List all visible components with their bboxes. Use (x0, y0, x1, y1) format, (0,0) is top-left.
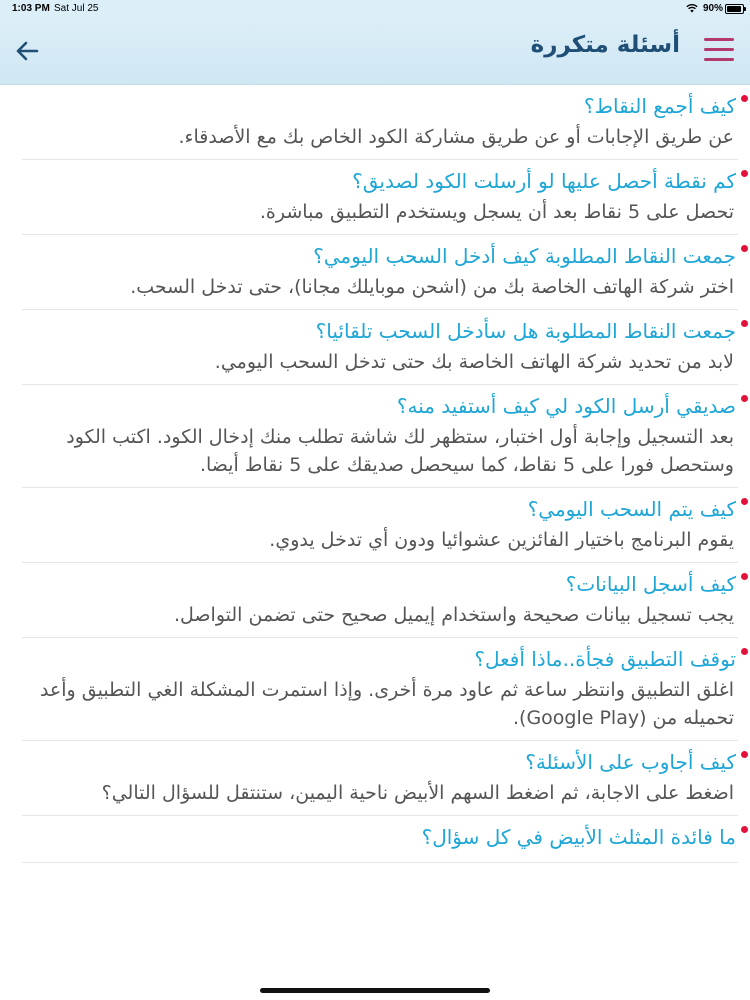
faq-item (22, 816, 738, 863)
menu-icon[interactable] (704, 38, 734, 62)
faq-item (22, 160, 738, 235)
faq-question: صديقي أرسل الكود لي كيف أستفيد منه؟ (396, 394, 736, 418)
back-arrow-icon[interactable] (12, 36, 42, 66)
home-indicator[interactable] (260, 988, 490, 993)
faq-answer: يقوم البرنامج باختيار الفائزين عشوائيا ودون أي تدخل يدوي. (269, 529, 734, 551)
faq-question: كيف أجمع النقاط؟ (583, 94, 736, 118)
faq-answer: اختر شركة الهاتف الخاصة بك من (اشحن موبايلك مجانا)، حتى تدخل السحب. (130, 276, 734, 298)
wifi-icon (686, 3, 698, 13)
faq-answer: اضغط على الاجابة، ثم اضغط السهم الأبيض ناحية اليمين، ستنتقل للسؤال التالي؟ (101, 782, 734, 804)
faq-item (22, 235, 738, 310)
battery-percentage: 90% (702, 3, 723, 14)
battery-icon (725, 4, 744, 14)
faq-question: كيف أسجل البيانات؟ (565, 572, 736, 596)
faq-item (22, 385, 738, 488)
faq-list[interactable] (0, 85, 750, 905)
bullet-dot-icon (741, 95, 748, 102)
app-header (0, 18, 750, 85)
bullet-dot-icon (741, 320, 748, 327)
faq-item (22, 638, 738, 741)
faq-item (22, 563, 738, 638)
bullet-dot-icon (741, 245, 748, 252)
faq-answer: بعد التسجيل وإجابة أول اختبار، ستظهر لك شاشة تطلب منك إدخال الكود. اكتب الكود وستحصل فورا على 5 نقاط، كما سيحصل صديقك على 5 نقاط أيضا. (66, 426, 734, 476)
faq-answer: عن طريق الإجابات أو عن طريق مشاركة الكود الخاص بك مع الأصدقاء. (178, 126, 734, 148)
page-title: أسئلة متكررة (530, 32, 680, 58)
status-bar (0, 0, 750, 18)
bullet-dot-icon (741, 751, 748, 758)
faq-item (22, 741, 738, 816)
bullet-dot-icon (741, 573, 748, 580)
faq-item (22, 310, 738, 385)
faq-question: ما فائدة المثلث الأبيض في كل سؤال؟ (421, 825, 736, 849)
faq-item (22, 85, 738, 160)
faq-question: جمعت النقاط المطلوبة هل سأدخل السحب تلقائيا؟ (315, 319, 736, 343)
faq-question: توقف التطبيق فجأة..ماذا أفعل؟ (474, 647, 736, 671)
faq-question: جمعت النقاط المطلوبة كيف أدخل السحب اليومي؟ (313, 244, 736, 268)
faq-answer: لابد من تحديد شركة الهاتف الخاصة بك حتى تدخل السحب اليومي. (214, 351, 734, 373)
status-date: Sat Jul 25 (54, 3, 99, 14)
faq-question: كيف يتم السحب اليومي؟ (527, 497, 736, 521)
bullet-dot-icon (741, 170, 748, 177)
bullet-dot-icon (741, 498, 748, 505)
bullet-dot-icon (741, 826, 748, 833)
bullet-dot-icon (741, 395, 748, 402)
faq-question: كيف أجاوب على الأسئلة؟ (525, 750, 736, 774)
faq-answer: اغلق التطبيق وانتظر ساعة ثم عاود مرة أخرى. وإذا استمرت المشكلة الغي التطبيق وأعد تحميله من (Google Play). (39, 679, 734, 729)
faq-question: كم نقطة أحصل عليها لو أرسلت الكود لصديق؟ (352, 169, 736, 193)
faq-item (22, 488, 738, 563)
status-time: 1:03 PM (12, 3, 50, 14)
faq-answer: يجب تسجيل بيانات صحيحة واستخدام إيميل صحيح حتى تضمن التواصل. (174, 604, 734, 626)
bullet-dot-icon (741, 648, 748, 655)
faq-answer: تحصل على 5 نقاط بعد أن يسجل ويستخدم التطبيق مباشرة. (259, 201, 734, 223)
